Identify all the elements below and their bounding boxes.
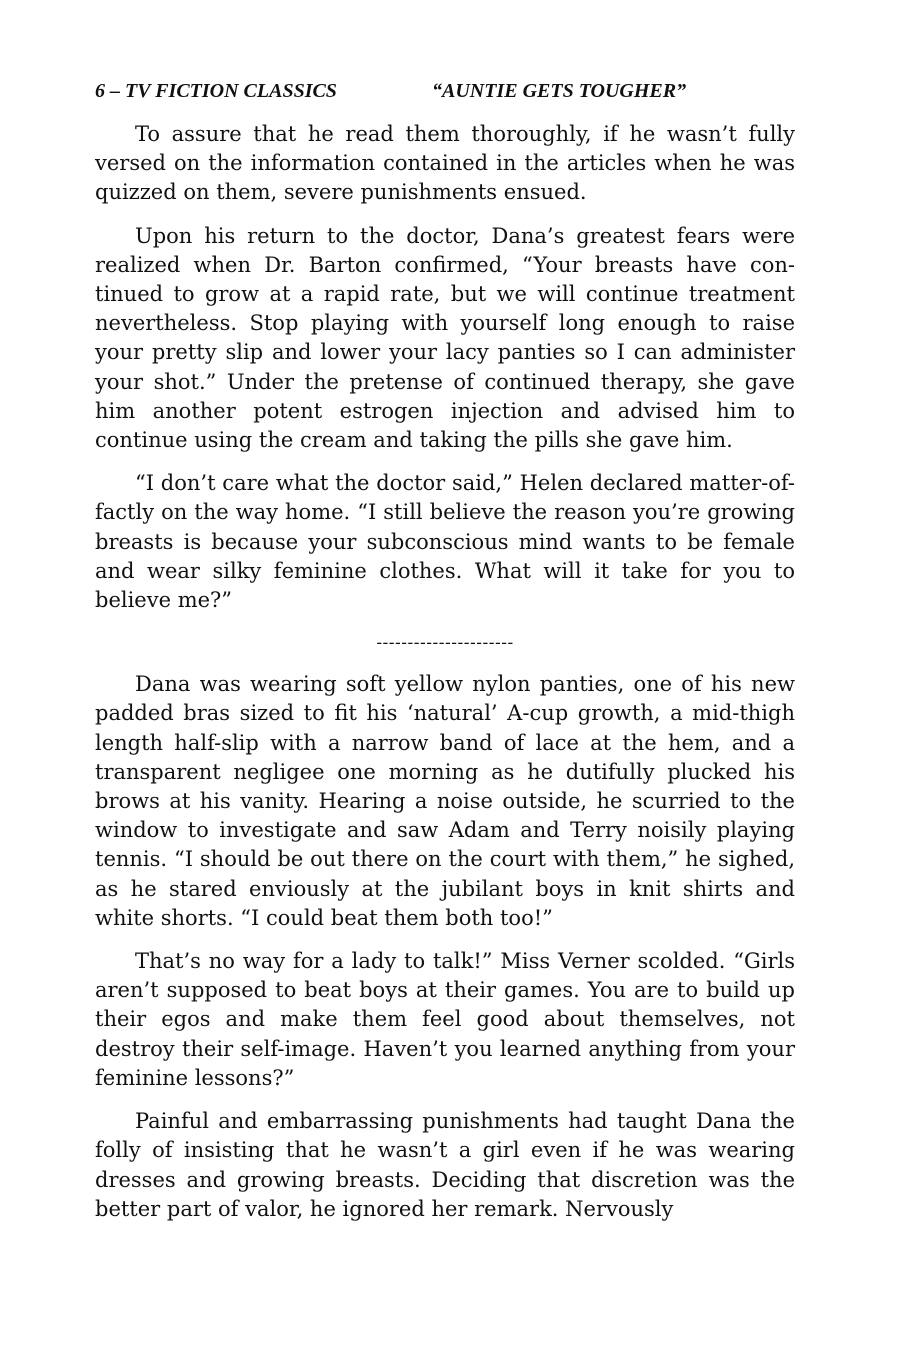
- paragraph: That’s no way for a lady to talk!” Miss Verner scolded. “Girls aren’t supposed to beat boys at their games. You are to build up their egos and make them feel good about themselves, not destroy their self-image. Haven’t you learned anything from your feminine lessons?”: [95, 949, 795, 1090]
- paragraph: Upon his return to the doctor, Dana’s greatest fears were realized when Dr. Barton confirmed, “Your breasts have continued to grow at a rapid rate, but we will continue treatment nevertheless. Stop playing with yourself long enough to raise your pretty slip and lower your lacy panties so I can administer your shot.” Under the pretense of continued therapy, she gave him another potent estrogen injection and advised him to continue using the cream and taking the pills she gave him.: [95, 223, 795, 453]
- paragraph: “I don’t care what the doctor said,” Helen declared matter-of-factly on the way home. “I still believe the reason you’re growing breasts is because your subconscious mind wants to be female and wear silky feminine clothes. What will it take for you to believe me?”: [95, 471, 795, 613]
- paragraph: Dana was wearing soft yellow nylon panties, one of his new padded bras sized to fit his ‘natural’ A-cup growth, a mid-thigh length half-slip with a narrow band of lace at the hem, and a transparent negligee one morning as he dutifully plucked his brows at his vanity. Hearing a noise outside, he scurried to the window to investigate and saw Adam and Terry noisily playing tennis. “I should be out there on the court with them,” he sighed, as he stared enviously at the jubilant boys in knit shirts and white shorts. “I could beat them both too!”: [95, 672, 795, 930]
- running-title: “AUNTIE GETS TOUGHER”: [432, 80, 687, 102]
- running-header: [95, 78, 795, 104]
- scene-break-divider: ----------------------: [376, 633, 514, 654]
- paragraph: Painful and embarrassing punishments had taught Dana the folly of insisting that he wasn’t a girl even if he was wearing dresses and growing breasts. Deciding that discretion was the better part of valor, he ignored her remark. Nervously: [95, 1109, 795, 1221]
- book-page: [95, 78, 795, 1238]
- paragraph: To assure that he read them thoroughly, if he wasn’t fully versed on the information contained in the articles when he was quizzed on them, severe punishments ensued.: [95, 122, 795, 205]
- page-folio: 6 – TV FICTION CLASSICS: [95, 80, 337, 102]
